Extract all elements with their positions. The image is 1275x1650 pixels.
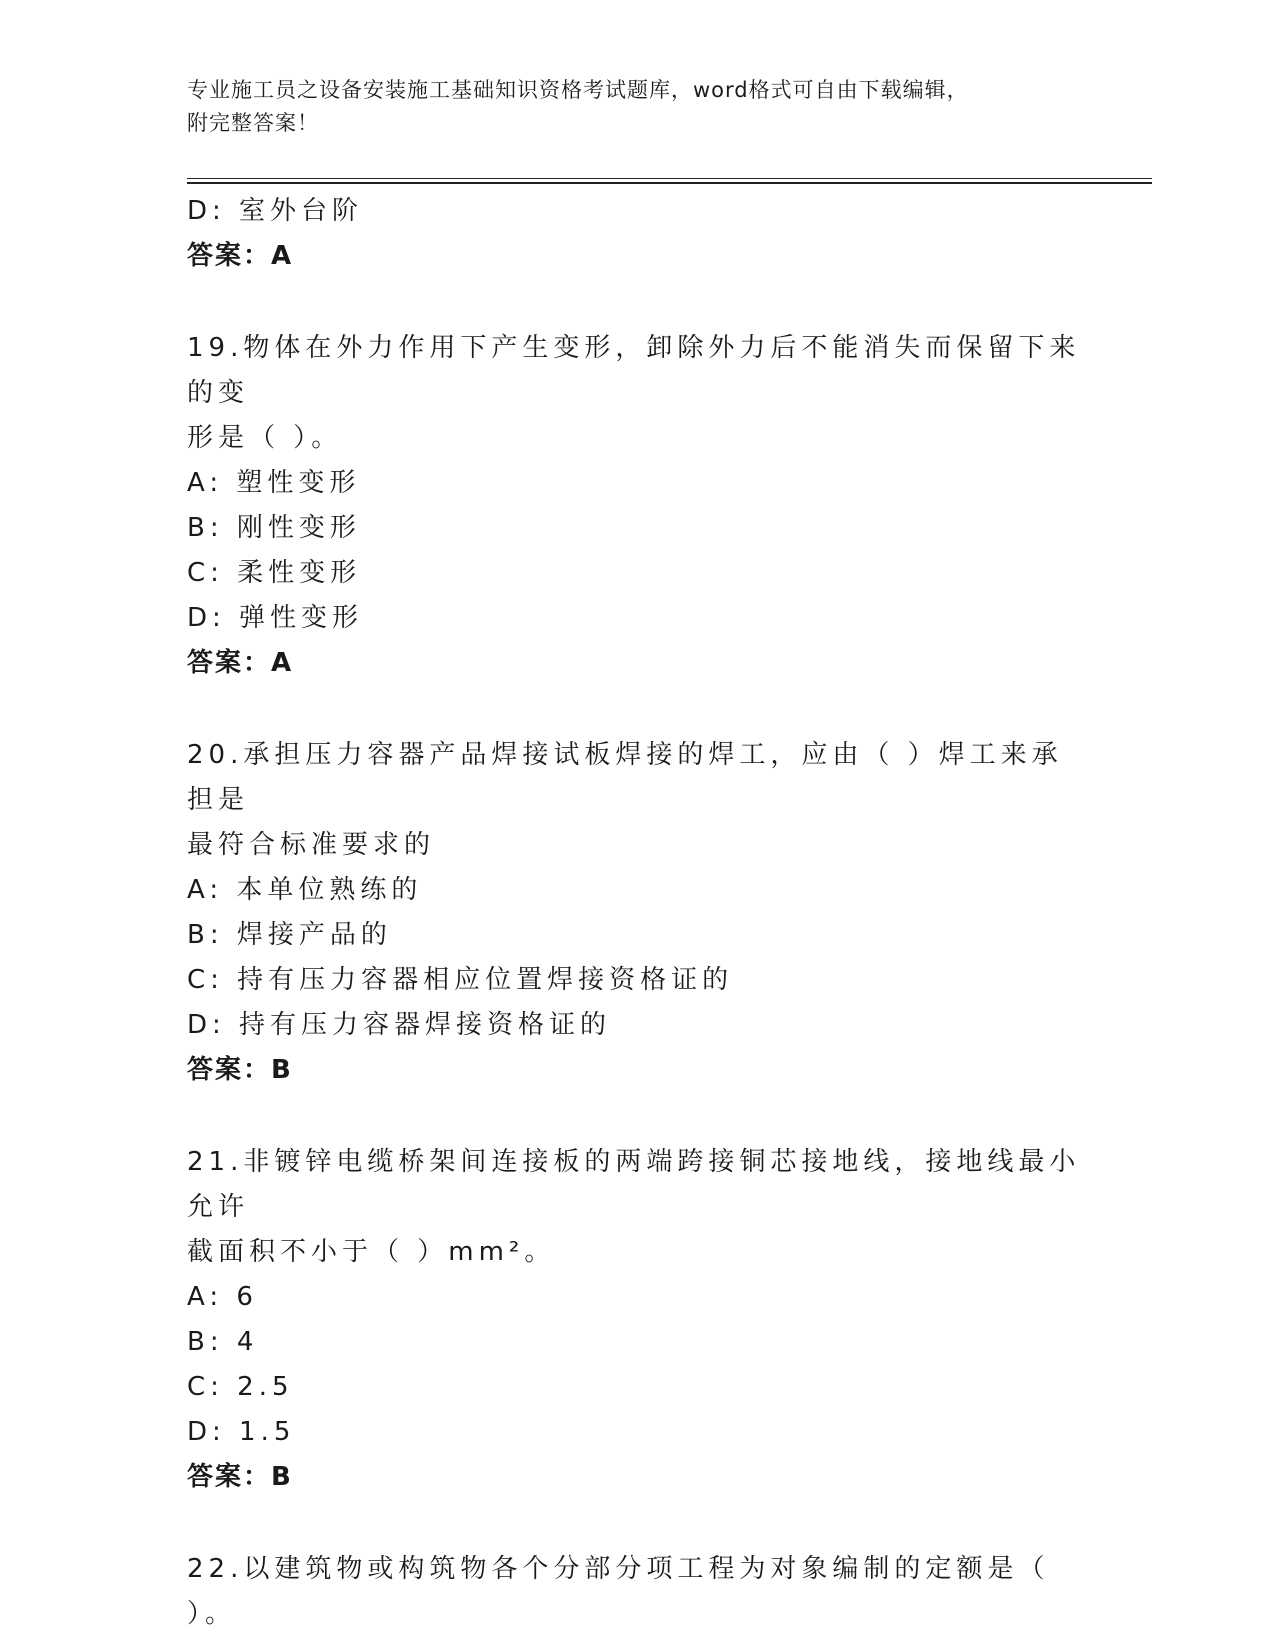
option-d: D: 1.5 bbox=[187, 1417, 296, 1447]
document-body bbox=[187, 189, 1087, 1637]
answer: 答案：B bbox=[187, 1462, 293, 1492]
option-a: A: 6 bbox=[187, 1282, 258, 1312]
answer: 答案：B bbox=[187, 1055, 293, 1085]
prev-answer: 答案：A bbox=[187, 241, 294, 271]
option-d: D: 持有压力容器焊接资格证的 bbox=[187, 1010, 612, 1040]
prev-option-d: D: 室外台阶 bbox=[187, 196, 364, 226]
question-text: 19.物体在外力作用下产生变形，卸除外力后不能消失而保留下来的变 形是（ ）。 bbox=[187, 333, 1081, 453]
option-d: D: 弹性变形 bbox=[187, 603, 364, 633]
question-21 bbox=[187, 1140, 1087, 1500]
answer: 答案：A bbox=[187, 648, 294, 678]
question-20 bbox=[187, 733, 1087, 1093]
header-divider-thin bbox=[187, 178, 1152, 179]
header-line-2: 附完整答案！ bbox=[187, 111, 319, 135]
header-line-1: 专业施工员之设备安装施工基础知识资格考试题库，word格式可自由下载编辑， bbox=[187, 78, 969, 102]
document-header bbox=[187, 74, 1087, 140]
option-c: C: 2.5 bbox=[187, 1372, 294, 1402]
option-a: A: 本单位熟练的 bbox=[187, 875, 423, 905]
header-divider-thick bbox=[187, 182, 1152, 184]
option-c: C: 持有压力容器相应位置焊接资格证的 bbox=[187, 965, 734, 995]
option-a: A: 塑性变形 bbox=[187, 468, 361, 498]
question-text: 20.承担压力容器产品焊接试板焊接的焊工，应由（ ）焊工来承担是 最符合标准要求的 bbox=[187, 740, 1063, 860]
question-text: 22.以建筑物或构筑物各个分部分项工程为对象编制的定额是（ ）。 bbox=[187, 1554, 1050, 1629]
option-c: C: 柔性变形 bbox=[187, 558, 362, 588]
question-text: 21.非镀锌电缆桥架间连接板的两端跨接铜芯接地线，接地线最小允许 截面积不小于（ ）mm²。 bbox=[187, 1147, 1081, 1267]
option-b: B: 焊接产品的 bbox=[187, 920, 392, 950]
option-b: B: 刚性变形 bbox=[187, 513, 361, 543]
question-22 bbox=[187, 1547, 1087, 1637]
option-b: B: 4 bbox=[187, 1327, 259, 1357]
question-19 bbox=[187, 326, 1087, 686]
